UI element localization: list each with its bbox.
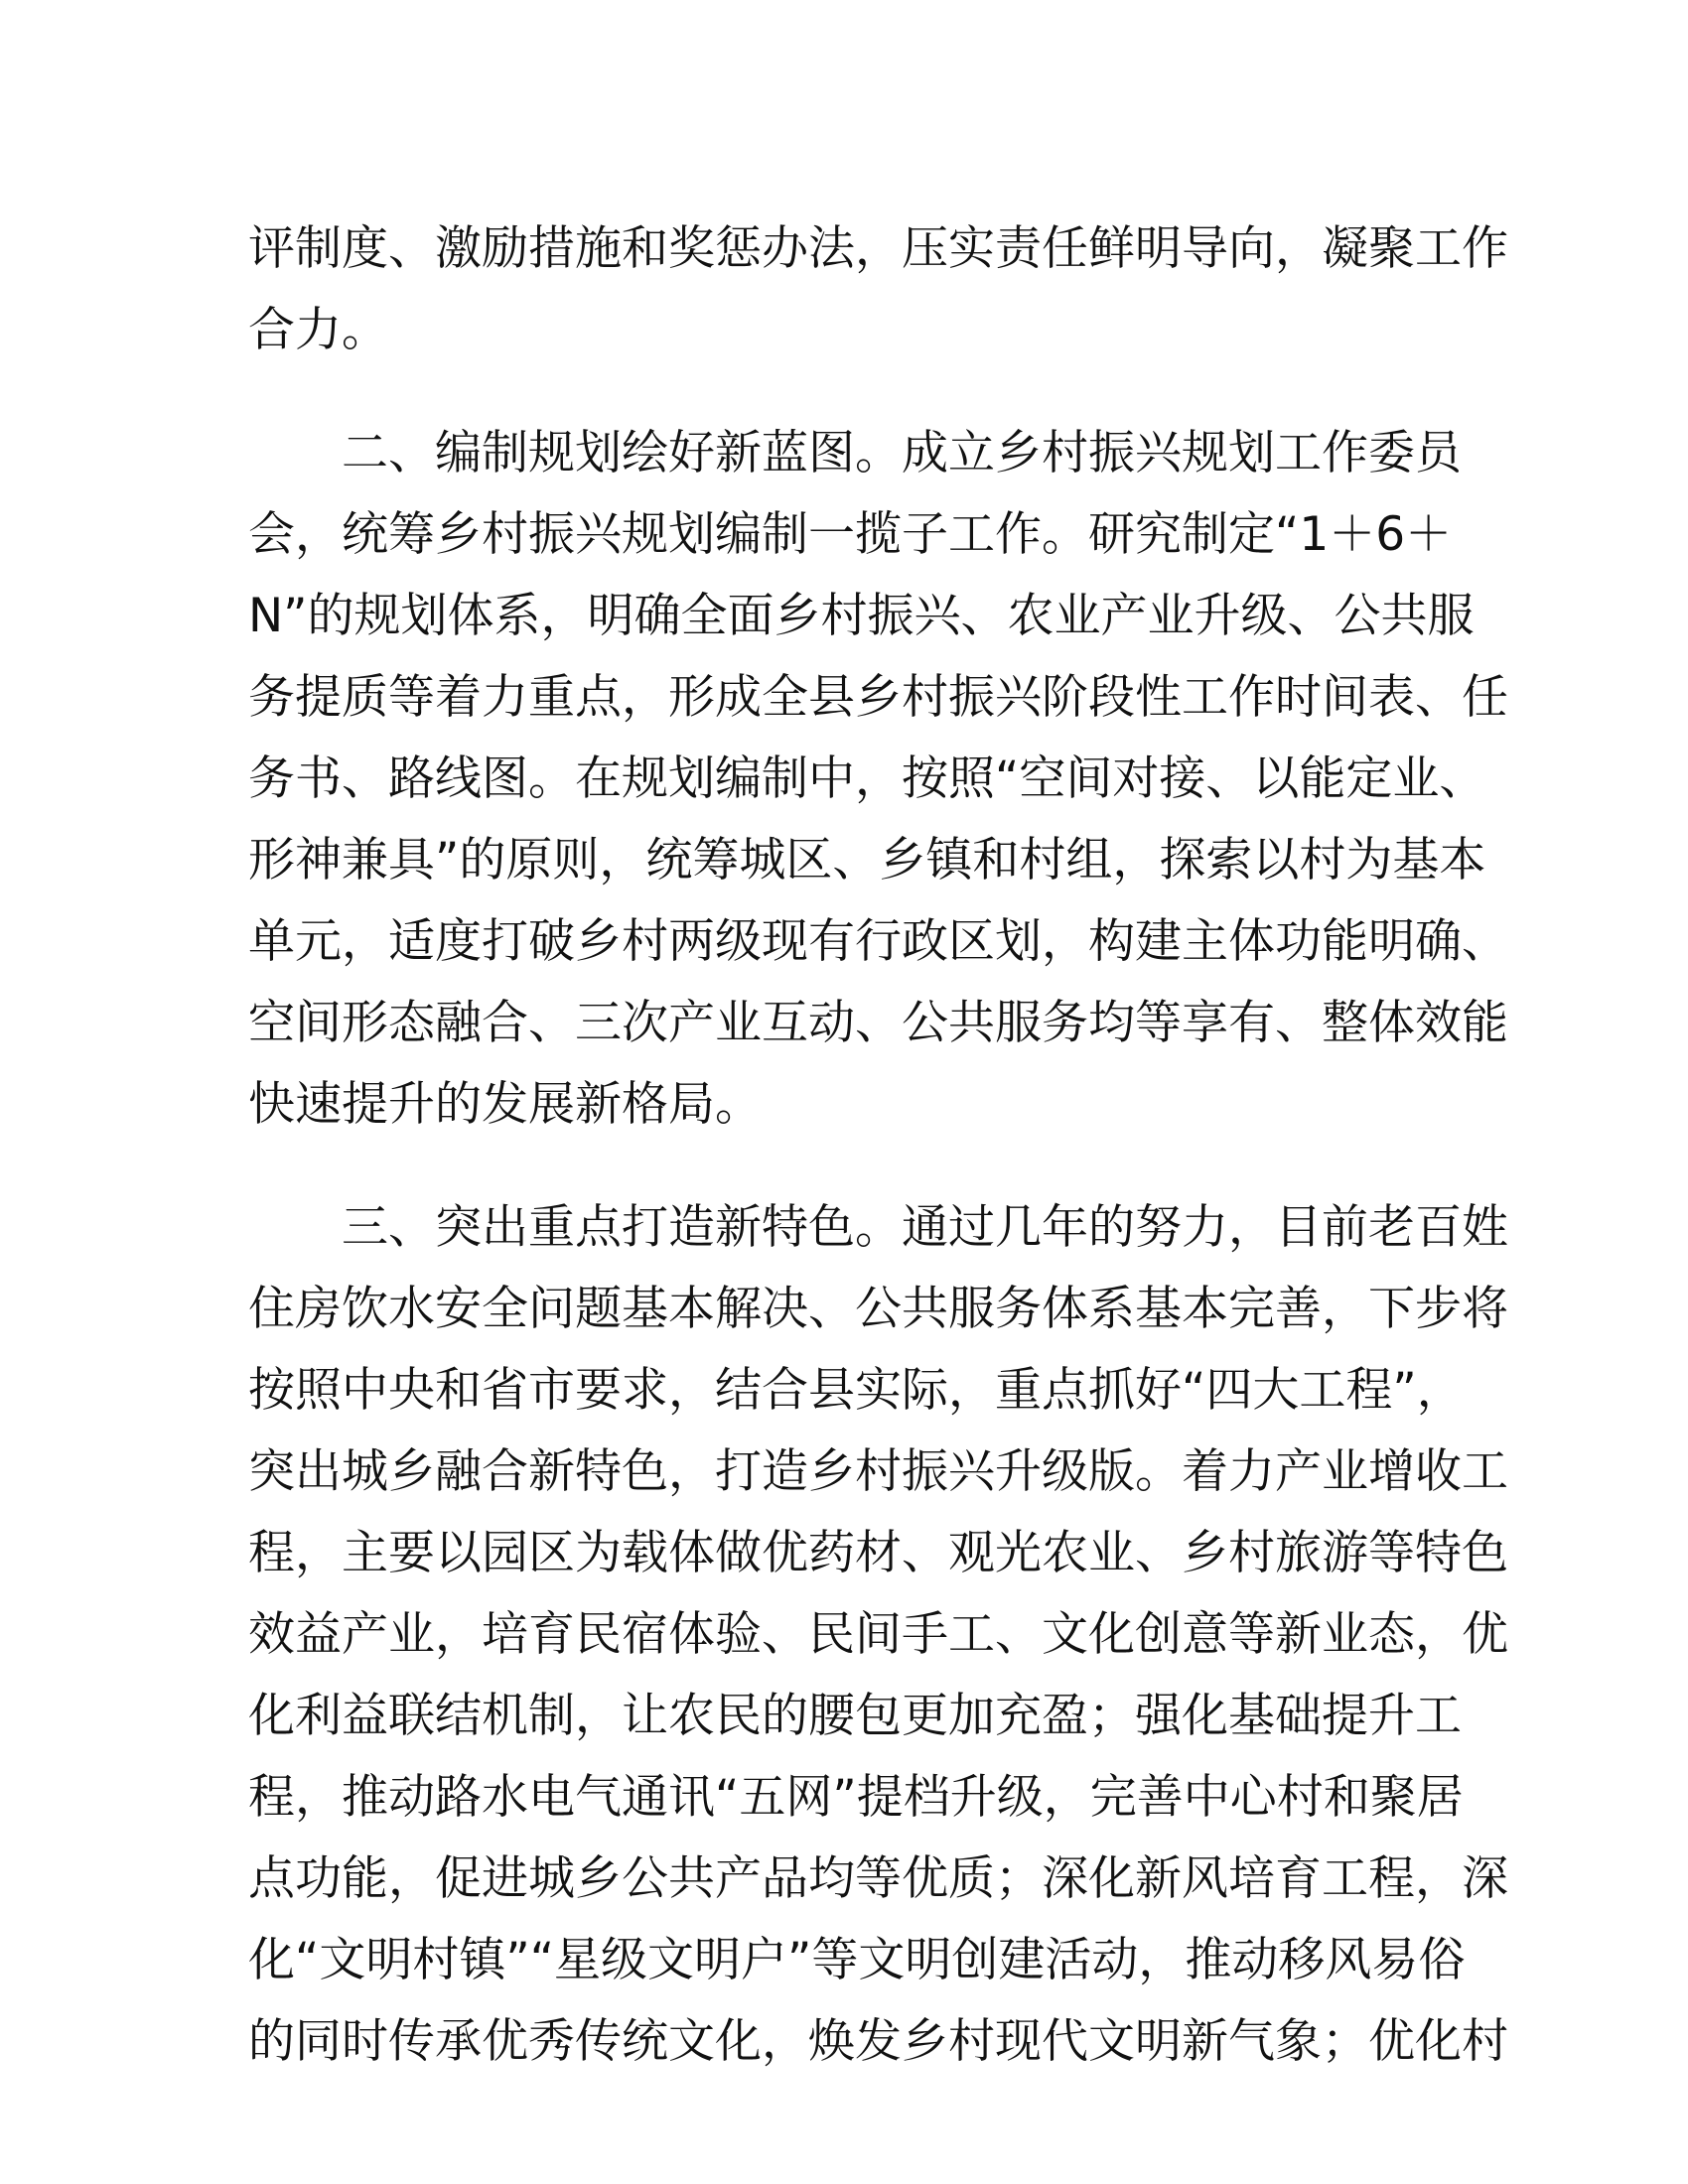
paragraph-line: 点功能，促进城乡公共产品均等优质；深化新风培育工程，深 [248, 1851, 1508, 1906]
paragraph-line: 的同时传承优秀传统文化，焕发乡村现代文明新气象；优化村 [248, 2014, 1508, 2069]
document-body [248, 208, 1508, 2083]
paragraph-line: 二、编制规划绘好新蓝图。成立乡村振兴规划工作委员 [342, 426, 1462, 480]
paragraph-line: 评制度、激励措施和奖惩办法，压实责任鲜明导向，凝聚工作 [248, 221, 1508, 276]
paragraph-line: 务提质等着力重点，形成全县乡村振兴阶段性工作时间表、任 [248, 670, 1508, 725]
paragraph-line: 程，推动路水电气通讯“五网”提档升级，完善中心村和聚居 [248, 1770, 1464, 1825]
paragraph-1 [248, 208, 1508, 371]
paragraph-line: 化利益联结机制，让农民的腰包更加充盈；强化基础提升工 [248, 1689, 1462, 1743]
paragraph-line: 按照中央和省市要求，结合县实际，重点抓好“四大工程”， [248, 1363, 1464, 1418]
paragraph-line: 会，统筹乡村振兴规划编制一揽子工作。研究制定“1＋6＋ [248, 507, 1453, 562]
paragraph-line: 合力。 [248, 303, 388, 357]
paragraph-line: 突出城乡融合新特色，打造乡村振兴升级版。着力产业增收工 [248, 1444, 1508, 1499]
paragraph-line: 住房饮水安全问题基本解决、公共服务体系基本完善，下步将 [248, 1282, 1508, 1336]
paragraph-line: 空间形态融合、三次产业互动、公共服务均等享有、整体效能 [248, 996, 1508, 1050]
paragraph-line: 形神兼具”的原则，统筹城区、乡镇和村组，探索以村为基本 [248, 833, 1486, 887]
paragraph-line: 快速提升的发展新格局。 [248, 1077, 762, 1132]
paragraph-line: 化“文明村镇”“星级文明户”等文明创建活动，推动移风易俗 [248, 1933, 1466, 1987]
paragraph-2 [248, 413, 1508, 1146]
paragraph-line: 务书、路线图。在规划编制中，按照“空间对接、以能定业、 [248, 751, 1486, 806]
paragraph-3 [248, 1187, 1508, 2083]
paragraph-line: 单元，适度打破乡村两级现有行政区划，构建主体功能明确、 [248, 914, 1508, 969]
paragraph-line: 效益产业，培育民宿体验、民间手工、文化创意等新业态，优 [248, 1607, 1508, 1662]
paragraph-line: 三、突出重点打造新特色。通过几年的努力，目前老百姓 [342, 1200, 1508, 1255]
paragraph-line: N”的规划体系，明确全面乡村振兴、农业产业升级、公共服 [248, 589, 1475, 643]
paragraph-line: 程，主要以园区为载体做优药材、观光农业、乡村旅游等特色 [248, 1526, 1508, 1580]
